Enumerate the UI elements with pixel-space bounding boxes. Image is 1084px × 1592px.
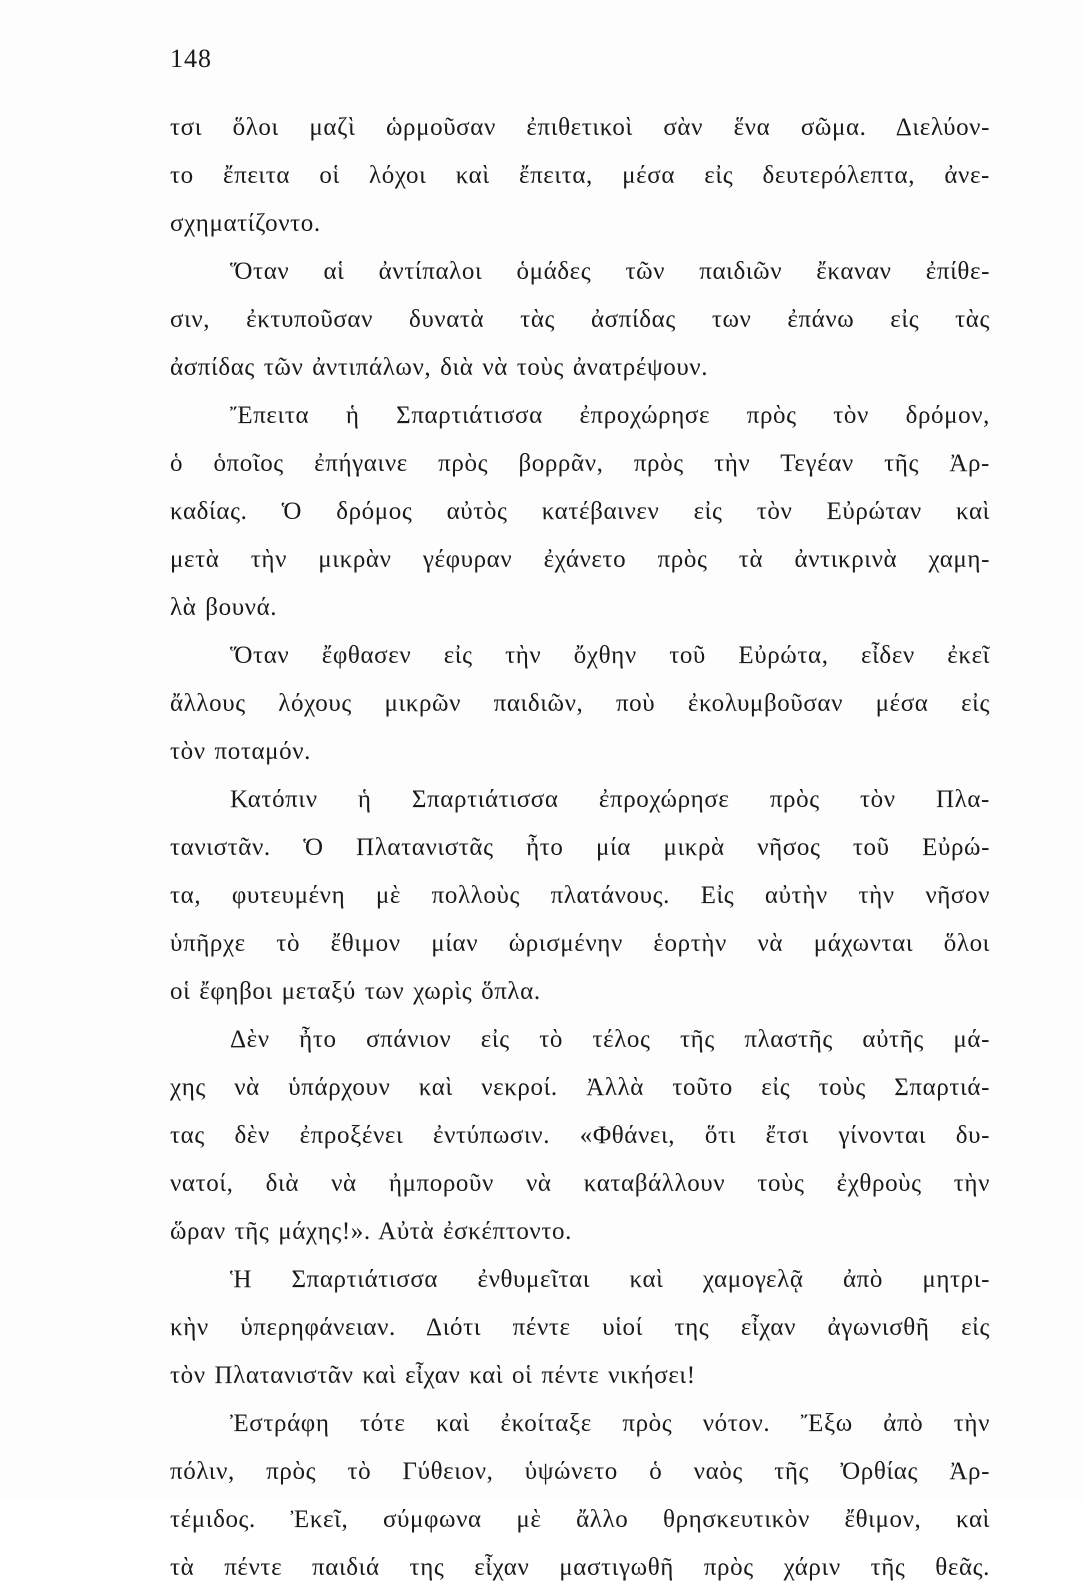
text-line: Δὲν ἦτο σπάνιον εἰς τὸ τέλος τῆς πλαστῆς αὐτῆς μά- <box>230 1026 990 1053</box>
text-line: ἀσπίδας τῶν ἀντιπάλων, διὰ νὰ τοὺς ἀνατρέψουν. <box>170 354 709 381</box>
text-line: νατοί, διὰ νὰ ἠμποροῦν νὰ καταβάλλουν τοὺς ἐχθροὺς τὴν <box>170 1170 990 1197</box>
text-line: ὁ ὁποῖος ἐπήγαινε πρὸς βορρᾶν, πρὸς τὴν Τεγέαν τῆς Ἀρ- <box>170 450 990 477</box>
text-line: μετὰ τὴν μικρὰν γέφυραν ἐχάνετο πρὸς τὰ ἀντικρινὰ χαμη- <box>170 546 990 573</box>
text-line: ἄλλους λόχους μικρῶν παιδιῶν, ποὺ ἐκολυμβοῦσαν μέσα εἰς <box>170 690 990 717</box>
page-number: 148 <box>170 44 212 73</box>
text-line: τανιστᾶν. Ὁ Πλατανιστᾶς ἦτο μία μικρὰ νῆσος τοῦ Εὐρώ- <box>170 834 990 861</box>
text-line: τσι ὅλοι μαζὶ ὡρμοῦσαν ἐπιθετικοὶ σὰν ἕνα σῶμα. Διελύον- <box>170 114 990 141</box>
text-line: ὑπῆρχε τὸ ἔθιμον μίαν ὡρισμένην ἑορτὴν νὰ μάχωνται ὅλοι <box>170 930 990 957</box>
text-line: σιν, ἐκτυποῦσαν δυνατὰ τὰς ἀσπίδας των ἐπάνω εἰς τὰς <box>170 306 990 333</box>
text-line: χης νὰ ὑπάρχουν καὶ νεκροί. Ἀλλὰ τοῦτο εἰς τοὺς Σπαρτιά- <box>170 1074 990 1101</box>
text-line: Ἡ Σπαρτιάτισσα ἐνθυμεῖται καὶ χαμογελᾷ ἀπὸ μητρι- <box>230 1266 990 1293</box>
text-line: σχηματίζοντο. <box>170 210 321 237</box>
text-line: τὸν ποταμόν. <box>170 738 312 765</box>
text-line: Ὅταν αἱ ἀντίπαλοι ὁμάδες τῶν παιδιῶν ἔκαναν ἐπίθε- <box>230 258 990 285</box>
text-line: τὰ πέντε παιδιά της εἶχαν μαστιγωθῆ πρὸς χάριν τῆς θεᾶς. <box>170 1554 990 1581</box>
text-line: τας δὲν ἐπροξένει ἐντύπωσιν. «Φθάνει, ὅτι ἔτσι γίνονται δυ- <box>170 1122 990 1149</box>
text-line: Ἔπειτα ἡ Σπαρτιάτισσα ἐπροχώρησε πρὸς τὸν δρόμον, <box>230 402 990 429</box>
text-line: οἱ ἔφηβοι μεταξύ των χωρὶς ὅπλα. <box>170 978 541 1005</box>
text-line: λὰ βουνά. <box>170 594 278 621</box>
text-line: Ὅταν ἔφθασεν εἰς τὴν ὄχθην τοῦ Εὐρώτα, εἶδεν ἐκεῖ <box>230 642 990 669</box>
text-line: τὸν Πλατανιστᾶν καὶ εἶχαν καὶ οἱ πέντε νικήσει! <box>170 1362 696 1389</box>
text-line: Ἐστράφη τότε καὶ ἐκοίταξε πρὸς νότον. Ἔξω ἀπὸ τὴν <box>230 1410 990 1437</box>
text-line: ὥραν τῆς μάχης!». Αὐτὰ ἐσκέπτοντο. <box>170 1218 572 1245</box>
text-line: καδίας. Ὁ δρόμος αὐτὸς κατέβαινεν εἰς τὸν Εὐρώταν καὶ <box>170 498 990 525</box>
text-line: τα, φυτευμένη μὲ πολλοὺς πλατάνους. Εἰς αὐτὴν τὴν νῆσον <box>170 882 990 909</box>
text-line: Κατόπιν ἡ Σπαρτιάτισσα ἐπροχώρησε πρὸς τὸν Πλα- <box>230 786 990 813</box>
text-line: κὴν ὑπερηφάνειαν. Διότι πέντε υἱοί της εἶχαν ἀγωνισθῆ εἰς <box>170 1314 990 1341</box>
text-line: το ἔπειτα οἱ λόχοι καὶ ἔπειτα, μέσα εἰς δευτερόλεπτα, ἀνε- <box>170 162 990 189</box>
body-text <box>170 104 990 1592</box>
text-line: πόλιν, πρὸς τὸ Γύθειον, ὑψώνετο ὁ ναὸς τῆς Ὀρθίας Ἀρ- <box>170 1458 990 1485</box>
text-line: τέμιδος. Ἐκεῖ, σύμφωνα μὲ ἄλλο θρησκευτικὸν ἔθιμον, καὶ <box>170 1506 990 1533</box>
